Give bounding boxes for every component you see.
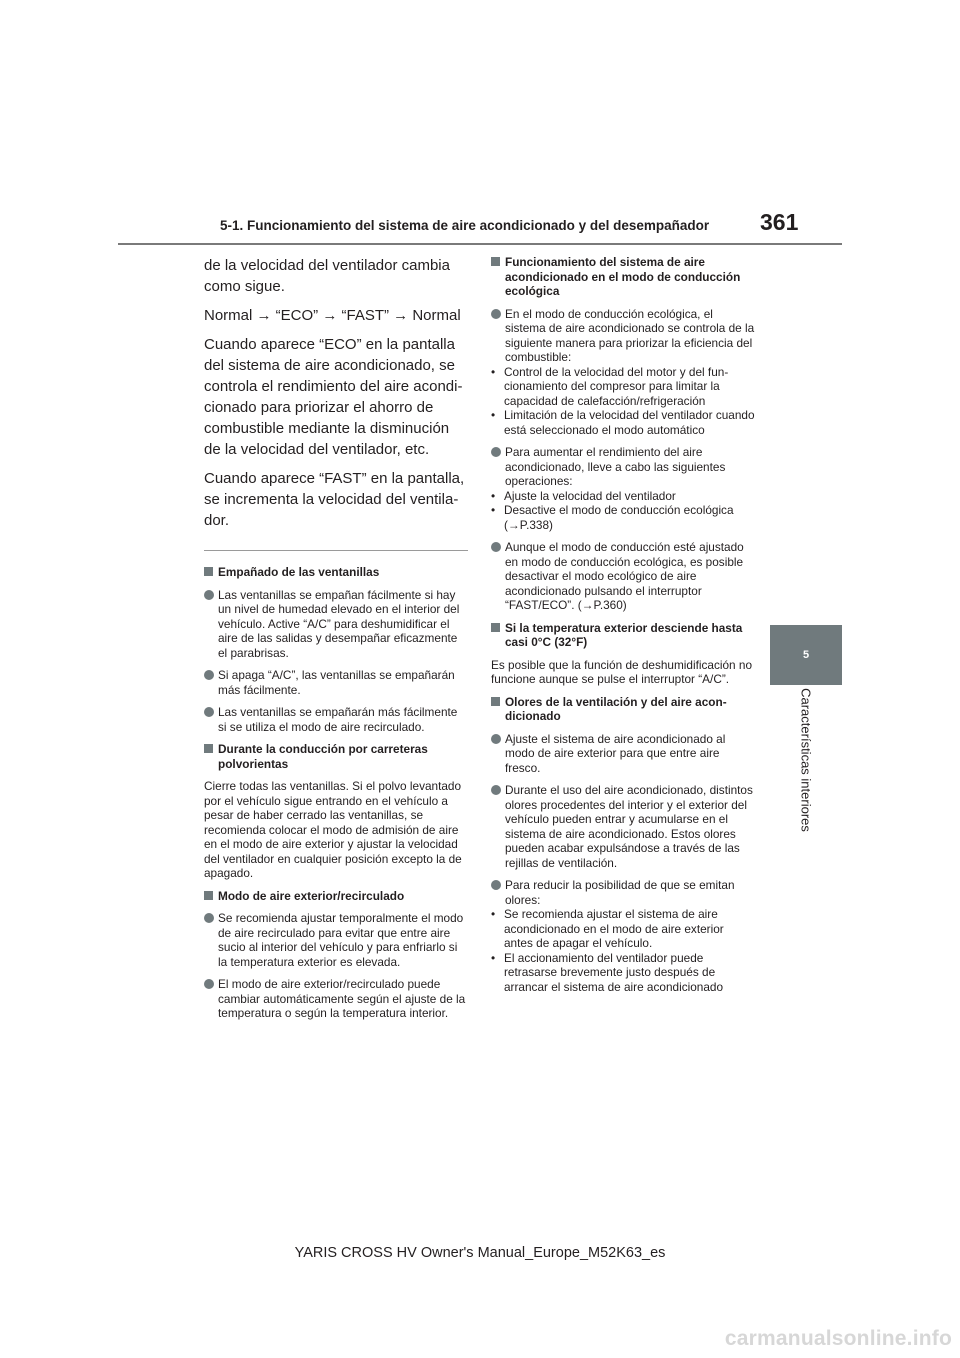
square-bullet-icon (491, 697, 500, 706)
sub-bullet: • Ajuste la velocidad del ventilador (491, 488, 676, 503)
watermark: carmanualsonline.info (724, 1327, 952, 1350)
square-bullet-icon (491, 623, 500, 632)
paragraph: Es posible que la función de deshumidificación no funcione aunque se pulse el interruptor “A/C”. (491, 657, 753, 686)
sub-bullet: • Control de la velocidad del motor y del funcionamiento del compresor para limitar la capacidad de calefacción/refrigeración (491, 364, 729, 408)
square-bullet-icon (204, 891, 213, 900)
square-bullet-icon (204, 744, 213, 753)
bullet-item: Aunque el modo de conducción esté ajustado en modo de conducción ecológica, es posible desactivar el modo ecológico de aire acondicionado pulsando el interruptor “FAST/ECO”. (→P.360) (491, 540, 755, 613)
section-title: Olores de la ventilación y del aire acondicionado (491, 695, 755, 724)
page-footer: YARIS CROSS HV Owner's Manual_Europe_M52K63_es (294, 1245, 666, 1261)
bullet-item: Durante el uso del aire acondicionado, distintos olores procedentes del interior y el exterior del vehículo pueden entrar y acumularse en el sistema de aire acondicionado. Estos olores pueden acabar expulsándose a través de las rejillas de ventilación. (491, 783, 755, 870)
bullet-item: El modo de aire exterior/recirculado puede cambiar automáticamente según el ajuste de la temperatura o según la temperatura interior. (204, 977, 468, 1021)
intro-paragraph: de la velocidad del ventilador cambia como sigue. (204, 257, 450, 295)
chapter-number: 5 (802, 649, 810, 661)
circle-bullet-icon (204, 913, 214, 923)
circle-bullet-icon (204, 670, 214, 680)
section-title: Empañado de las ventanillas (204, 565, 468, 580)
circle-bullet-icon (491, 734, 501, 744)
bullet-item: En el modo de conducción ecológica, el sistema de aire acondicionado se controla de la siguiente manera para priorizar la eficiencia del combustible: (491, 307, 755, 365)
circle-bullet-icon (491, 785, 501, 795)
section-title: Durante la conducción por carreteras polvorientas (204, 742, 468, 771)
bullet-item: Las ventanillas se empañarán más fácilmente si se utiliza el modo de aire recirculado. (204, 705, 468, 734)
circle-bullet-icon (491, 309, 501, 319)
circle-bullet-icon (491, 880, 501, 890)
circle-bullet-icon (204, 979, 214, 989)
section-title: Si la temperatura exterior desciende hasta casi 0°C (32°F) (491, 621, 755, 650)
section-title: Modo de aire exterior/recirculado (204, 889, 468, 904)
sub-bullet: • El accionamiento del ventilador puede retrasarse brevemente justo después de arrancar el sistema de aire acondicionado (491, 950, 724, 994)
bullet-item: Si apaga “A/C”, las ventanillas se empañarán más fácilmente. (204, 668, 468, 697)
bullet-item: Para reducir la posibilidad de que se emitan olores: (491, 878, 755, 907)
bullet-item: Ajuste el sistema de aire acondicionado al modo de aire exterior para que entre aire fresco. (491, 732, 755, 776)
circle-bullet-icon (204, 590, 214, 600)
bullet-item: Las ventanillas se empañan fácilmente si hay un nivel de humedad elevado en el interior del vehículo. Active “A/C” para deshumidificar el aire de las salidas y desempañar eficazmente el parabrisas. (204, 588, 468, 661)
paragraph: Cierre todas las ventanillas. Si el polvo levantado por el vehículo sigue entrando en el vehículo a pesar de haber cerrado las ventanillas, se recomienda colocar el modo de admisión de aire en el modo de aire exterior y ajustar la velocidad del ventilador en cualquier posición excepto la de apagado. (204, 779, 462, 880)
chapter-title-vertical: Características interiores (798, 688, 814, 832)
circle-bullet-icon (491, 447, 501, 457)
bullet-item: Se recomienda ajustar temporalmente el modo de aire recirculado para evitar que entre aire sucio al interior del vehículo y para enfriarlo si la temperatura exterior es elevada. (204, 911, 468, 969)
intro-paragraph: Normal → “ECO” → “FAST” → Normal (204, 307, 461, 324)
bullet-item: Para aumentar el rendimiento del aire acondicionado, lleve a cabo las siguientes operaciones: (491, 445, 755, 489)
square-bullet-icon (204, 567, 213, 576)
right-column (491, 255, 755, 1002)
intro-text (204, 255, 468, 531)
left-column (204, 255, 468, 1029)
intro-paragraph: Cuando aparece “FAST” en la pantalla, se incrementa la velocidad del ventilador. (204, 470, 465, 529)
running-header: 5-1. Funcionamiento del sistema de aire acondicionado y del desempañador (220, 218, 710, 233)
page-number: 361 (760, 209, 799, 235)
section-title: Funcionamiento del sistema de aire acondicionado en el modo de conducción ecológica (491, 255, 755, 299)
circle-bullet-icon (491, 542, 501, 552)
header-divider (118, 243, 842, 245)
square-bullet-icon (491, 257, 500, 266)
chapter-tab[interactable] (770, 625, 842, 685)
intro-paragraph: Cuando aparece “ECO” en la pantalla del sistema de aire acondicionado, se controla el rendimiento del aire acondicionado para priorizar el ahorro de combustible mediante la disminución de la velocidad del ventilador, etc. (204, 336, 463, 458)
sub-bullet: • Desactive el modo de conducción ecológica (→P.338) (491, 503, 734, 532)
circle-bullet-icon (204, 707, 214, 717)
sub-bullet: • Se recomienda ajustar el sistema de aire acondicionado en el modo de aire exterior antes de apagar el vehículo. (491, 907, 724, 950)
sub-bullet: • Limitación de la velocidad del ventilador cuando está seleccionado el modo automático (491, 408, 755, 437)
